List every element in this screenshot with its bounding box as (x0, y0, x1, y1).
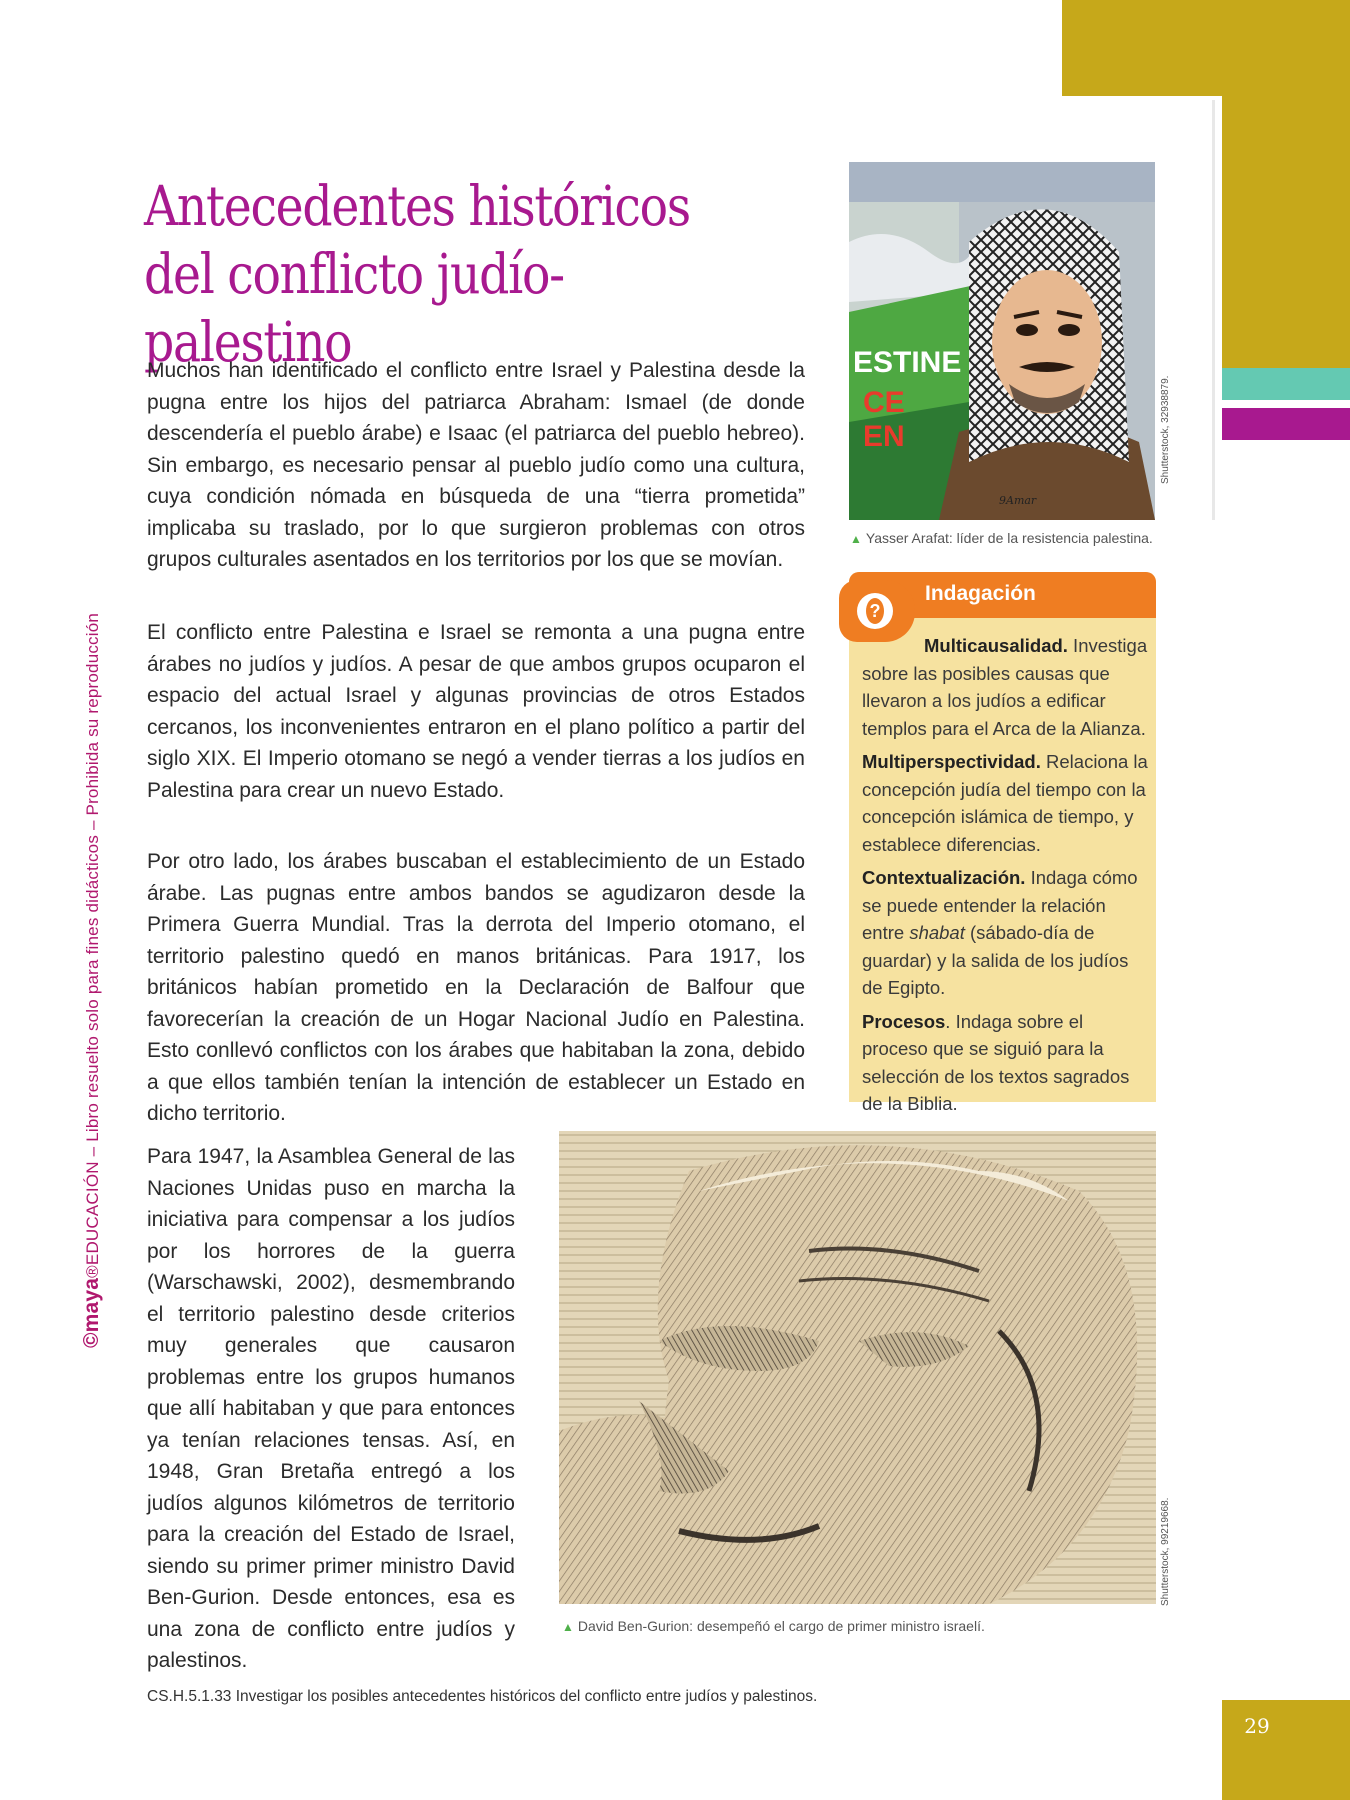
indagacion-item (862, 1008, 1148, 1118)
item-text: Investiga sobre las posibles causas que llevaron a los judíos a edificar templos para el Arca de la Alianza. (862, 635, 1148, 739)
mural-signature: 9Amar (999, 494, 1037, 507)
decor-stripe-magenta (1222, 408, 1350, 440)
paragraph-4: Para 1947, la Asamblea General de las Naciones Unidas puso en marcha la iniciativa para compensar a los judíos por los horrores de la guerra (Warschawski, 2002), desmembrando el territorio palestino desde criterios muy generales que causaron problemas entre los grupos humanos que allí habitaban y que para entonces ya tenían relaciones tensas. Así, en 1948, Gran Bretaña entregó a los judíos algunos kilómetros de territorio para la creación del Estado de Israel, siendo su primer primer ministro David Ben-Gurion. Desde entonces, esa es una zona de conflicto entre judíos y palestinos. (147, 1145, 515, 1672)
indagacion-item (862, 864, 1148, 1002)
title-line-1: Antecedentes históricos (144, 174, 690, 238)
decor-stripe-teal (1222, 368, 1350, 400)
brand-mark: ©maya (80, 1277, 103, 1348)
page-number: 29 (1244, 1714, 1270, 1738)
caption-1-text: Yasser Arafat: líder de la resistencia palestina. (865, 530, 1153, 546)
image-credit-1: Shutterstock, 32938879. (1160, 375, 1171, 484)
item-label: Multicausalidad. (924, 635, 1068, 656)
indagacion-content (862, 632, 1148, 1124)
title-line-2: del conflicto judío-palestino (144, 242, 564, 374)
mural-text-a: ESTINE (853, 346, 962, 379)
ben-gurion-engraving-image (559, 1131, 1156, 1604)
item-text: . Indaga sobre el proceso que se siguió para la selección de los textos sagrados de la Biblia. (862, 1010, 1130, 1114)
mural-text-b: CE (863, 386, 905, 419)
side-copyright (80, 613, 104, 1348)
item-italic-term: shabat (909, 922, 965, 943)
copyright-text: ®EDUCACIÓN – Libro resuelto solo para fines didácticos – Prohibida su reproducción (83, 612, 102, 1278)
arafat-mural-image (849, 162, 1155, 520)
triangle-icon: ▲ (850, 532, 862, 546)
item-label: Multiperspectividad. (862, 751, 1041, 772)
item-label: Contextualización. (862, 867, 1026, 888)
arafat-mural-illustration (849, 162, 1155, 520)
mural-text-c: EN (863, 420, 905, 453)
image-caption-1 (850, 530, 1153, 546)
image-caption-2 (562, 1618, 985, 1634)
item-text: Indaga cómo se puede entender la relación entre (862, 867, 1138, 943)
paragraph-2: El conflicto entre Palestina e Israel se remonta a una pugna entre árabes no judíos y judíos. A pesar de que ambos grupos ocuparon el espacio del actual Israel y algunas provincias de otros Estados cercanos, los inconvenientes entraron en el plano político a partir del siglo XIX. El Imperio otomano se negó a vender tierras a los judíos en Palestina para crear un nuevo Estado. (147, 621, 805, 802)
caption-2-text: David Ben-Gurion: desempeñó el cargo de primer ministro israelí. (577, 1618, 985, 1634)
decor-divider-line (1212, 100, 1215, 520)
decor-bar-top (1062, 0, 1350, 96)
image-credit-2: Shutterstock, 99219668. (1160, 1497, 1171, 1606)
triangle-icon: ▲ (562, 1620, 574, 1634)
indagacion-item (862, 632, 1148, 742)
decor-bar-right (1222, 96, 1350, 368)
item-label: Procesos (862, 1010, 946, 1032)
footer-skill-code: CS.H.5.1.33 Investigar los posibles antecedentes históricos del conflicto entre judíos y palestinos. (147, 1688, 818, 1705)
question-icon: ? (866, 598, 884, 624)
paragraph-3: Por otro lado, los árabes buscaban el establecimiento de un Estado árabe. Las pugnas entre ambos bandos se agudizaron desde la Primera Guerra Mundial. Tras la derrota del Imperio otomano, el territorio palestino quedó en manos británicas. Para 1917, los británicos habían prometido en la Declaración de Balfour que favorecerían la creación de un Hogar Nacional Judío en Palestina. Esto conllevó conflictos con los árabes que habitaban la zona, debido a que ellos también tenían la intención de establecer un Estado en dicho territorio. (147, 850, 805, 1125)
page-title (144, 172, 746, 376)
indagacion-title: Indagación (925, 582, 1036, 605)
indagacion-item (862, 748, 1148, 858)
paragraph-1: Muchos han identificado el conflicto entre Israel y Palestina desde la pugna entre los hijos del patriarca Abraham: Ismael (de donde descendería el pueblo árabe) e Isaac (el patriarca del pueblo hebreo). Sin embargo, es necesario pensar al pueblo judío como una cultura, cuya condición nómada en búsqueda de una “tierra prometida” implicaba su traslado, por lo que surgieron problemas con otros grupos culturales asentados en los territorios por los que se movían. (147, 359, 805, 571)
item-text: (sábado-día de guardar) y la salida de los judíos de Egipto. (862, 922, 1129, 998)
ben-gurion-illustration (559, 1131, 1156, 1604)
item-text: Relaciona la concepción judía del tiempo con la concepción islámica de tiempo, y establece diferencias. (862, 751, 1148, 855)
